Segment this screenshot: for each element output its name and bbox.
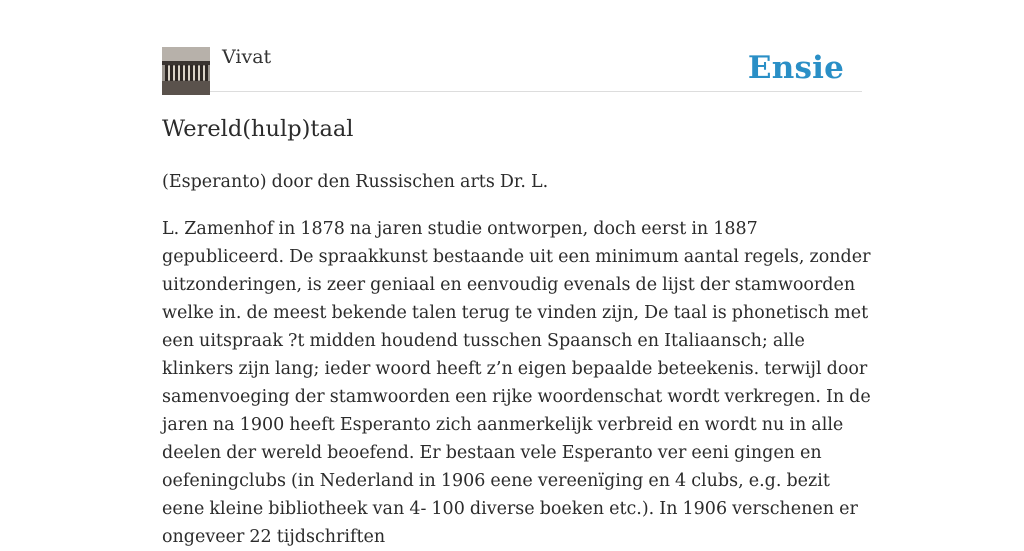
author-avatar[interactable] bbox=[162, 47, 210, 95]
site-logo[interactable]: Ensie bbox=[747, 50, 844, 86]
header bbox=[162, 0, 862, 92]
article-paragraph: (Esperanto) door den Russischen arts Dr. L. bbox=[162, 172, 549, 192]
article-title: Wereld(hulp)taal bbox=[162, 116, 354, 142]
books-icon bbox=[162, 47, 210, 95]
author-name[interactable]: Vivat bbox=[222, 46, 272, 68]
article-paragraph: L. Zamenhof in 1878 na jaren studie ontworpen, doch eerst in 1887 gepubliceerd. De spraakkunst bestaande uit een minimum aantal regels, zonder uitzonderingen, is zeer geniaal en eenvoudig evenals de lijst der stamwoorden welke in. de meest bekende talen terug te vinden zijn, De taal is phonetisch met een uitspraak ?t midden houdend tusschen Spaansch en Italiaansch; alle klinkers zijn lang; ieder woord heeft z’n eigen bepaalde beteekenis. terwijl door samenvoeging der stamwoorden een rijke woordenschat wordt verkregen. In de jaren na 1900 heeft Esperanto zich aanmerkelijk verbreid en wordt nu in alle deelen der wereld beoefend. Er bestaan vele Esperanto ver eeni gingen en oefeningclubs (in Nederland in 1906 eene vereenïging en 4 clubs, e.g. bezit eene kleine bibliotheek van 4- 100 diverse boeken etc.). In 1906 verschenen er ongeveer 22 tijdschriften bbox=[162, 219, 871, 547]
page-container bbox=[162, 0, 871, 547]
